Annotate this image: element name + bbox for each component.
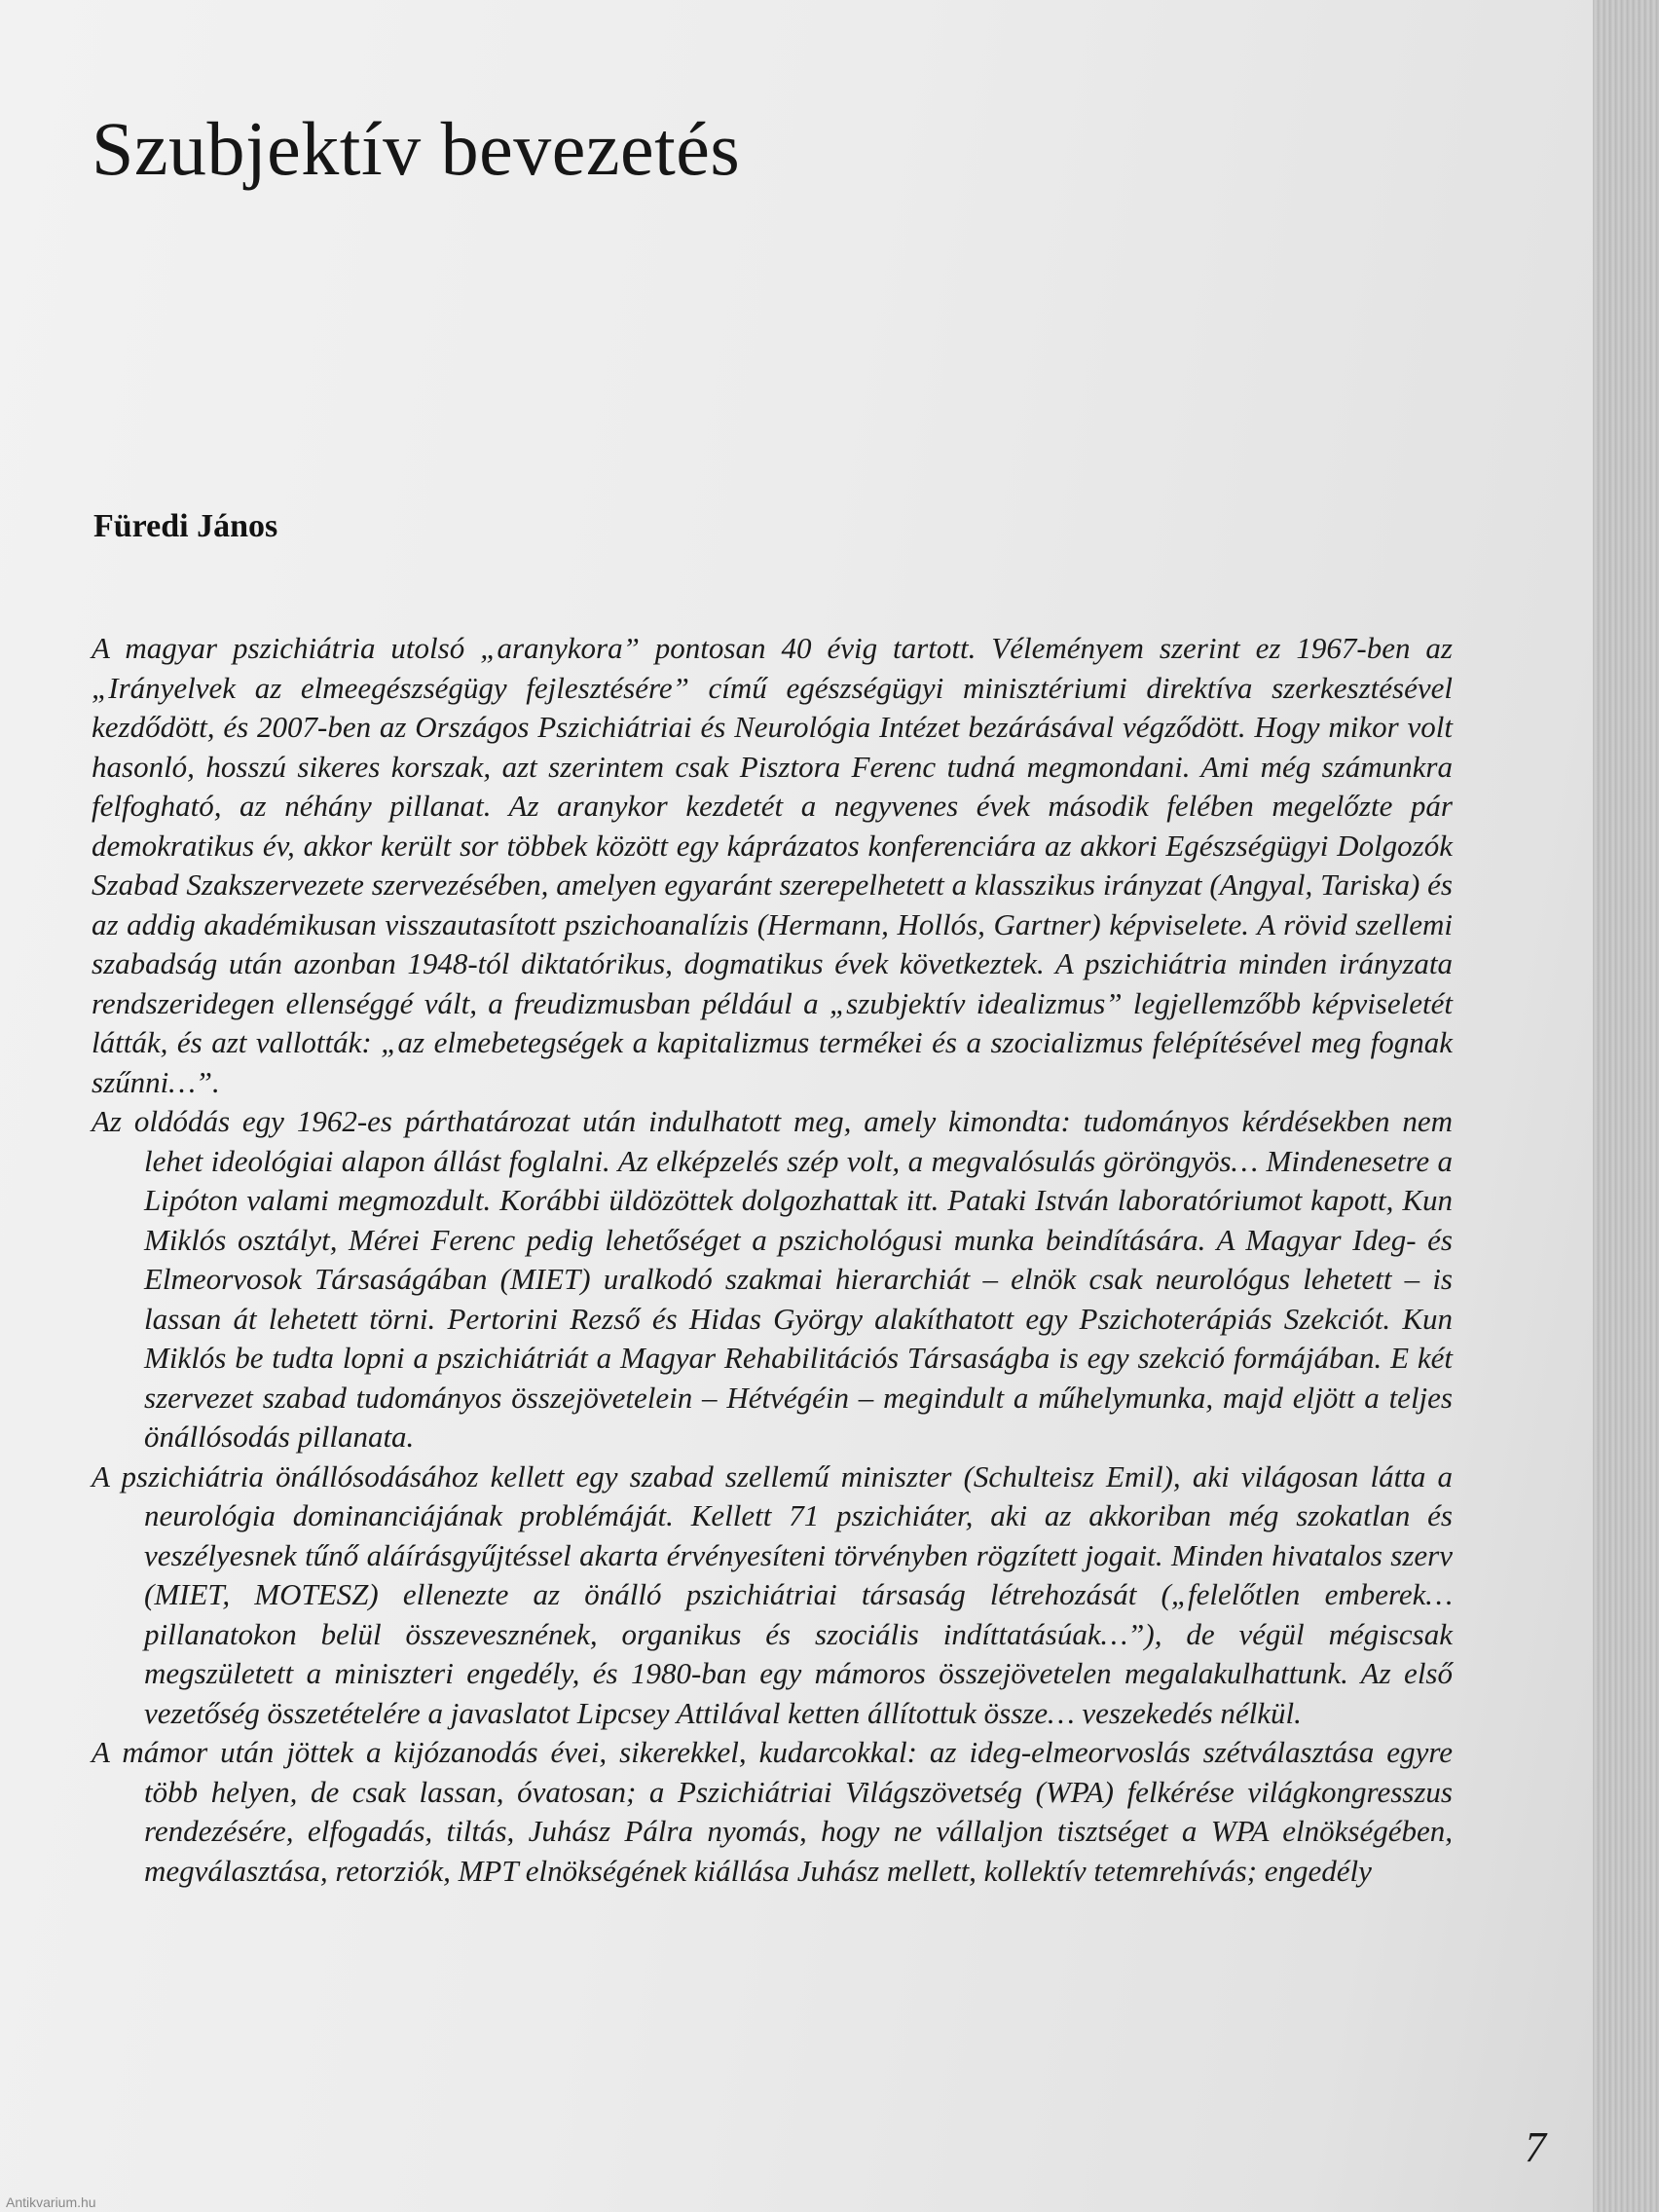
paragraph-2: Az oldódás egy 1962-es párthatározat után indulhatott meg, amely kimondta: tudományos kérdésekben nem lehet ideológiai alapon állást foglalni. Az elképzelés szép volt, a megvalósulás göröngyös… Mindenesetre a Lipóton valami megmozdult. Korábbi üldözöttek dolgozhattak itt. Pataki István laboratóriumot kapott, Kun Miklós osztályt, Mérei Ferenc pedig lehetőséget a pszichológusi munka beindítására. A Magyar Ideg- és Elmeorvosok Társaságában (MIET) uralkodó szakmai hierarchiát – elnök csak neurológus lehetett – is lassan át lehetett törni. Pertorini Rezső és Hidas György alakíthatott egy Pszichoterápiás Szekciót. Kun Miklós be tudta lopni a pszichiátriát a Magyar Rehabilitációs Társaságba is egy szekció formájában. E két szervezet szabad tudományos összejövetelein – Hétvégéin – megindult a műhelymunka, majd eljött a teljes önállósodás pillanata. (92, 1104, 1453, 1454)
paragraph-3: A pszichiátria önállósodásához kellett egy szabad szellemű miniszter (Schulteisz Emil), aki világosan látta a neurológia dominanciájának problémáját. Kellett 71 pszichiáter, aki az akkoriban még szokatlan és veszélyesnek tűnő aláírásgyűjtéssel akarta érvényesíteni törvényben rögzített jogait. Minden hivatalos szerv (MIET, MOTESZ) ellenezte az önálló pszichiátriai társaság létrehozását („felelőtlen emberek… pillanatokon belül összevesznének, organikus és szociális indíttatásúak…”), de végül mégiscsak megszületett a miniszteri engedély, és 1980-ban egy mámoros összejövetelen megalakulhattunk. Az első vezetőség összetételére a javaslatot Lipcsey Attilával ketten állítottuk össze… veszekedés nélkül. (92, 1458, 1453, 1730)
author-name: Füredi János (93, 508, 278, 544)
chapter-title: Szubjektív bevezetés (92, 106, 741, 191)
body-text (92, 629, 1453, 1891)
page-stack-edge (1593, 0, 1659, 2212)
watermark: Antikvarium.hu (6, 2194, 96, 2210)
page-number: 7 (1525, 2123, 1546, 2171)
paragraph-4: A mámor után jöttek a kijózanodás évei, sikerekkel, kudarcokkal: az ideg-elmeorvoslás szétválasztása egyre több helyen, de csak lassan, óvatosan; a Pszichiátriai Világszövetség (WPA) felkérése világkongresszus rendezésére, elfogadás, tiltás, Juhász Pálra nyomás, hogy ne vállaljon tisztséget a WPA elnökségében, megválasztása, retorziók, MPT elnökségének kiállása Juhász mellett, kollektív tetemrehívás; engedély (92, 1735, 1453, 1888)
paragraph-1: A magyar pszichiátria utolsó „aranykora” pontosan 40 évig tartott. Véleményem szerint ez 1967-ben az „Irányelvek az elmeegészségügy fejlesztésére” című egészségügyi minisztériumi direktíva szerkesztésével kezdődött, és 2007-ben az Országos Pszichiátriai és Neurológia Intézet bezárásával végződött. Hogy mikor volt hasonló, hosszú sikeres korszak, azt szerintem csak Pisztora Ferenc tudná megmondani. Ami még számunkra felfogható, az néhány pillanat. Az aranykor kezdetét a negyvenes évek második felében megelőzte pár demokratikus év, akkor került sor többek között egy káprázatos konferenciára az akkori Egészségügyi Dolgozók Szabad Szakszervezete szervezésében, amelyen egyaránt szerepelhetett a klasszikus irányzat (Angyal, Tariska) és az addig akadémikusan visszautasított pszichoanalízis (Hermann, Hollós, Gartner) képviselete. A rövid szellemi szabadság után azonban 1948-tól diktatórikus, dogmatikus évek következtek. A pszichiátria minden irányzata rendszeridegen ellenséggé vált, a freudizmusban például a „szubjektív idealizmus” legjellemzőbb képviseletét látták, és azt vallották: „az elmebetegségek a kapitalizmus termékei és a szocializmus felépítésével meg fognak szűnni…”. (92, 631, 1453, 1099)
